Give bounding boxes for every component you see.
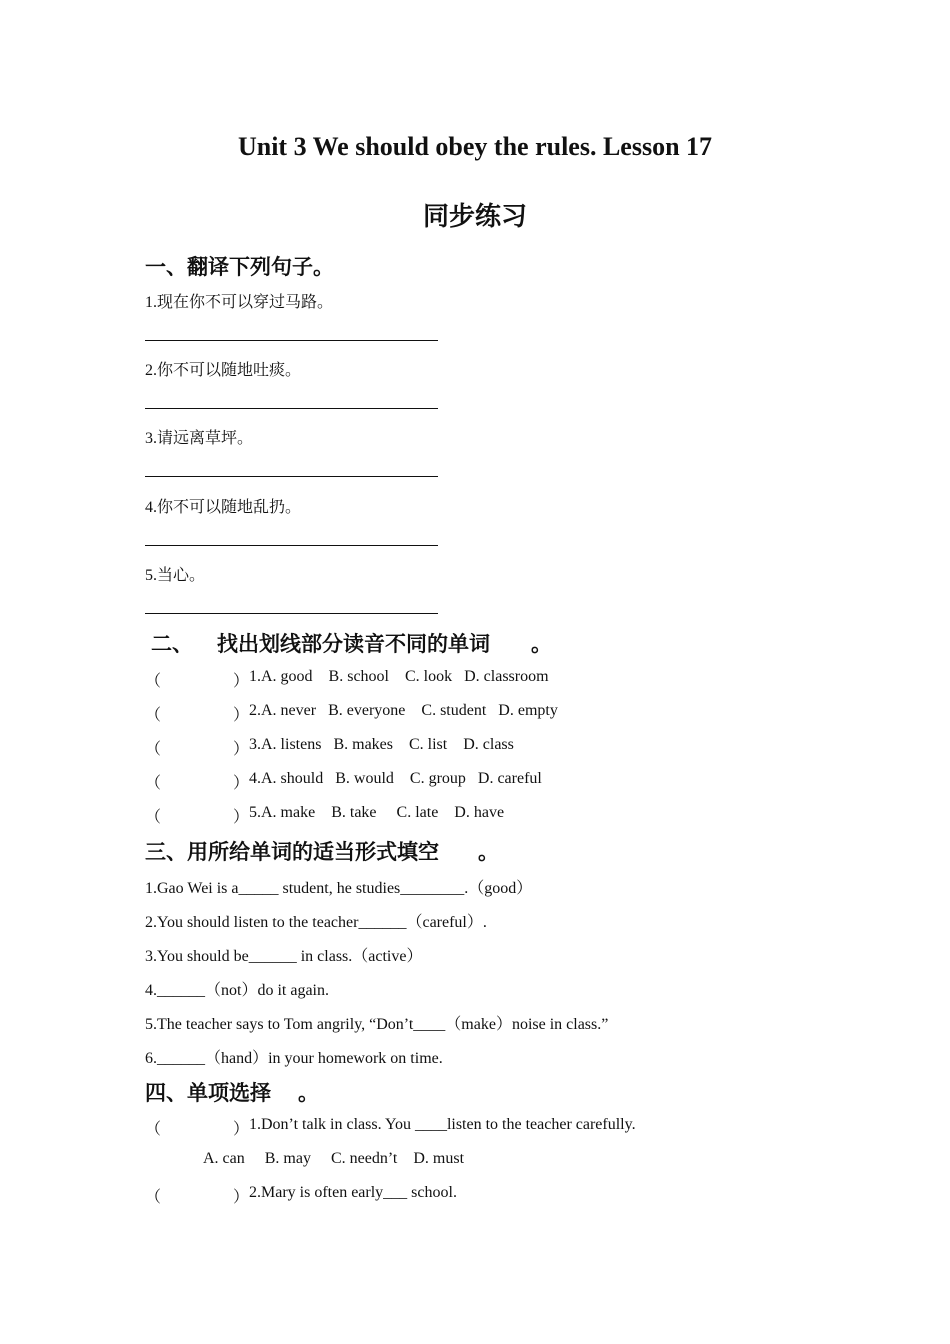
answer-paren-open: （ [145, 1121, 162, 1138]
pronunciation-item [145, 668, 645, 690]
choice-question-1-text: 1.Don’t talk in class. You ____listen to the teacher carefully. [249, 1116, 636, 1133]
section4-heading-end: 。 [298, 1081, 319, 1105]
fill-item-4: 4.______（not）do it again. [145, 982, 329, 999]
answer-paren-close: ） [233, 775, 250, 792]
answer-line-2 [145, 408, 438, 409]
answer-paren-close: ） [233, 1121, 250, 1138]
answer-paren-open: （ [145, 707, 162, 724]
page-subtitle: 同步练习 [422, 202, 527, 232]
choice-question-1 [145, 1116, 705, 1138]
section4-heading: 四、单项选择 [145, 1081, 271, 1105]
translate-item-5: 5.当心。 [145, 567, 206, 584]
choice-question-1-options: A. can B. may C. needn’t D. must [203, 1150, 465, 1167]
answer-line-5 [145, 613, 438, 614]
pronunciation-item-2: 2.A. never B. everyone C. student D. empty [249, 702, 558, 719]
translate-item-3: 3.请远离草坪。 [145, 430, 254, 447]
page-title: Unit 3 We should obey the rules. Lesson 17 [237, 132, 713, 161]
section1-heading: 一、翻译下列句子。 [145, 255, 334, 279]
answer-paren-open: （ [145, 809, 162, 826]
answer-paren-close: ） [233, 707, 250, 724]
pronunciation-item [145, 736, 645, 758]
section2-heading-end: 。 [531, 632, 552, 656]
answer-paren-open: （ [145, 1189, 162, 1206]
section3-heading-end: 。 [478, 840, 499, 864]
answer-paren-open: （ [145, 775, 162, 792]
answer-line-4 [145, 545, 438, 546]
pronunciation-item-4: 4.A. should B. would C. group D. careful [249, 770, 542, 787]
section2-heading-number: 二、 [151, 632, 193, 656]
pronunciation-item-3: 3.A. listens B. makes C. list D. class [249, 736, 514, 753]
fill-item-1: 1.Gao Wei is a_____ student, he studies________.（good） [145, 880, 533, 897]
fill-item-5: 5.The teacher says to Tom angrily, “Don’t____（make）noise in class.” [145, 1016, 609, 1033]
choice-question-2-text: 2.Mary is often early___ school. [249, 1184, 457, 1201]
answer-paren-close: ） [233, 1189, 250, 1206]
pronunciation-item [145, 804, 645, 826]
translate-item-4: 4.你不可以随地乱扔。 [145, 499, 302, 516]
pronunciation-item-5: 5.A. make B. take C. late D. have [249, 804, 505, 821]
answer-paren-open: （ [145, 741, 162, 758]
answer-line-3 [145, 476, 438, 477]
section3-heading: 三、用所给单词的适当形式填空 [145, 840, 439, 864]
pronunciation-item [145, 702, 645, 724]
choice-question-2 [145, 1184, 705, 1206]
pronunciation-item [145, 770, 645, 792]
answer-line-1 [145, 340, 438, 341]
pronunciation-item-1: 1.A. good B. school C. look D. classroom [249, 668, 549, 685]
answer-paren-close: ） [233, 673, 250, 690]
fill-item-2: 2.You should listen to the teacher______（careful）. [145, 914, 487, 931]
translate-item-1: 1.现在你不可以穿过马路。 [145, 294, 334, 311]
answer-paren-close: ） [233, 809, 250, 826]
fill-item-3: 3.You should be______ in class.（active） [145, 948, 423, 965]
fill-item-6: 6.______（hand）in your homework on time. [145, 1050, 443, 1067]
translate-item-2: 2.你不可以随地吐痰。 [145, 362, 302, 379]
section2-heading: 找出划线部分读音不同的单词 [217, 632, 490, 656]
answer-paren-open: （ [145, 673, 162, 690]
answer-paren-close: ） [233, 741, 250, 758]
